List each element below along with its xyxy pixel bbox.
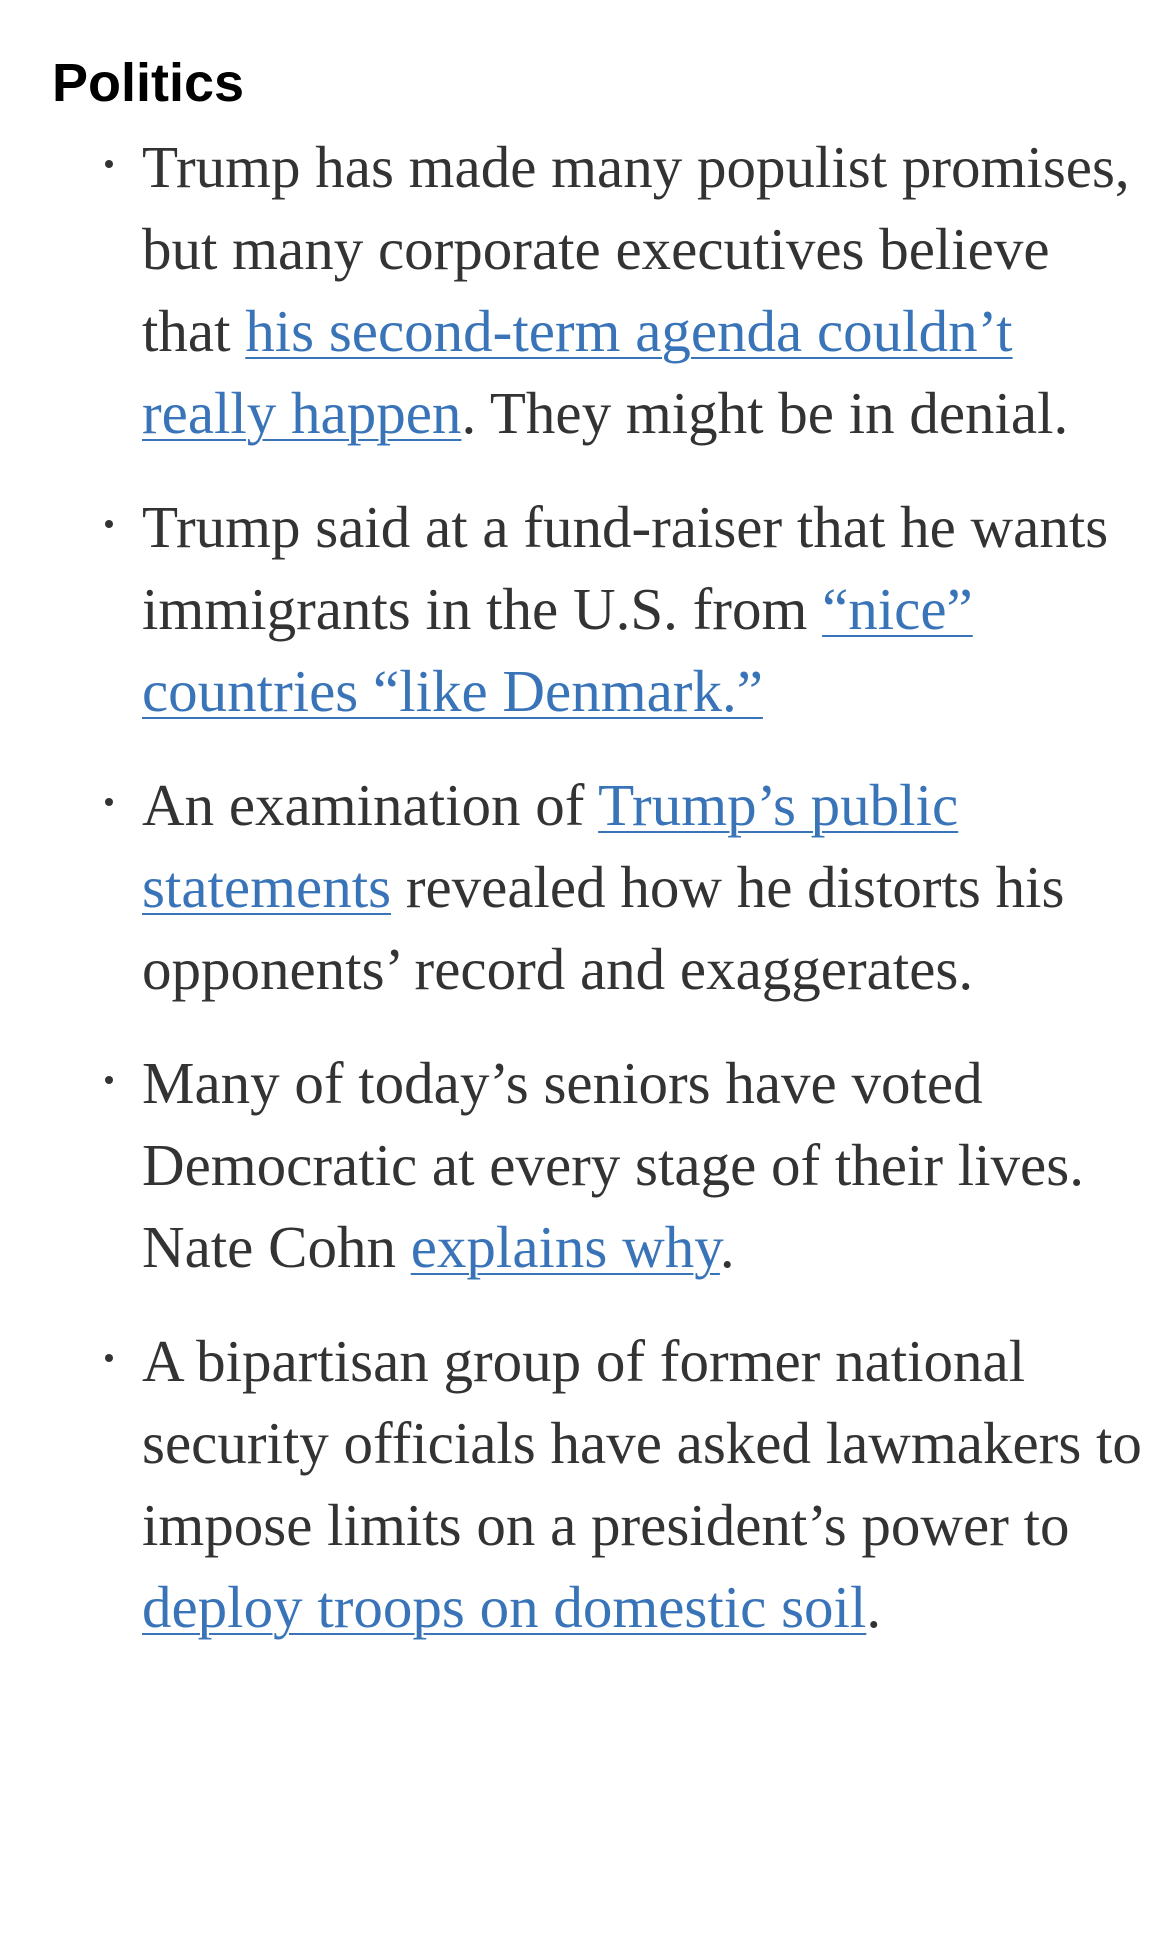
article-link[interactable]: explains why	[410, 1214, 720, 1280]
news-bullet-list	[52, 126, 1142, 1648]
item-text: Trump has made many populist promises, but many corporate executives believe that	[142, 134, 1130, 364]
item-text: . They might be in denial.	[461, 380, 1069, 446]
item-text: .	[719, 1214, 735, 1280]
article-link[interactable]: Trump’s public statements	[142, 772, 959, 920]
item-text: Many of today’s seniors have voted Democratic at every stage of their lives. Nate Cohn	[142, 1050, 1084, 1280]
list-item	[52, 486, 1142, 732]
item-text: .	[866, 1574, 882, 1640]
article-link[interactable]: deploy troops on domestic soil	[142, 1574, 867, 1640]
bullet-dot-icon	[105, 798, 113, 806]
item-text: revealed how he distorts his opponents’ record and exaggerates.	[142, 854, 1065, 1002]
list-item	[52, 1320, 1142, 1648]
article-link[interactable]: “nice” countries “like Denmark.”	[142, 576, 973, 724]
item-text: An examination of	[142, 772, 599, 838]
article-link[interactable]: his second-term agenda couldn’t really happen	[142, 298, 1013, 446]
list-item	[52, 126, 1142, 454]
item-text: Trump said at a fund-raiser that he wants immigrants in the U.S. from	[142, 494, 1109, 642]
item-text: A bipartisan group of former national security officials have asked lawmakers to impose limits on a president’s power to	[142, 1328, 1142, 1558]
list-item	[52, 764, 1142, 1010]
section-title: Politics	[52, 53, 245, 113]
bullet-dot-icon	[105, 520, 113, 528]
bullet-dot-icon	[105, 160, 113, 168]
bullet-dot-icon	[105, 1354, 113, 1362]
politics-section	[52, 40, 1142, 1680]
list-item	[52, 1042, 1142, 1288]
bullet-dot-icon	[105, 1076, 113, 1084]
